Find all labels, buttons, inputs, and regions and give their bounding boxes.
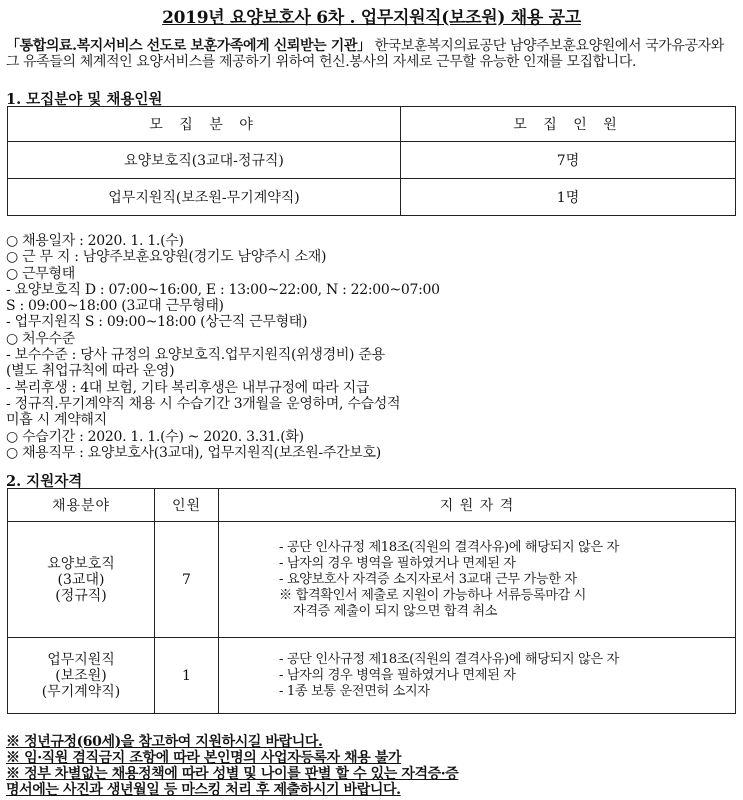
note-line: ※ 정부 차별없는 채용정책에 따라 성별 및 나이를 판별 할 수 있는 자격증·증 [6, 766, 459, 782]
notes-block [6, 734, 741, 798]
table-row [8, 179, 736, 216]
employment-info [6, 233, 736, 461]
field-line: (3교대) [57, 571, 105, 588]
table-header: 지 원 자 격 [219, 489, 736, 522]
info-line: ○ 근 무 지 : 남양주보훈요양원(경기도 남양주시 소재) [6, 249, 327, 266]
table-cell: 요양보호직(3교대-정규직) [8, 142, 401, 179]
field-line: 요양보호직 [47, 555, 115, 572]
recruitment-table [7, 106, 736, 216]
requirement-line: ※ 합격확인서 제출로 지원이 가능하나 서류등록마감 시 [279, 587, 586, 603]
table-cell: 7명 [401, 142, 736, 179]
table-row [8, 522, 736, 638]
intro-paragraph [6, 38, 736, 70]
info-line: ○ 수습기간 : 2020. 1. 1.(수) ~ 2020. 3.31.(화) [6, 428, 304, 445]
info-line: - 복리후생 : 4대 보험, 기타 복리후생은 내부규정에 따라 지급 [6, 379, 370, 396]
field-line: (무기계약직) [41, 683, 121, 700]
table-header-row [8, 489, 736, 522]
intro-text: 한국보훈복지의료공단 남양주보훈요양원에서 국가유공자와 그 유족들의 체계적인 요양서비스를 제공하기 위하여 헌신.봉사의 자세로 근무할 유능한 인재를 모집합니다. [6, 38, 724, 70]
info-line: S : 09:00~18:00 (3교대 근무형태) [6, 298, 224, 315]
info-line: ○ 근무형태 [6, 265, 75, 282]
table-row [8, 142, 736, 179]
requirement-line: - 남자의 경우 병역을 필하였거나 면제된 자 [279, 555, 516, 571]
note-line: ※ 정년규정(60세)을 참고하여 지원하시길 바랍니다. [6, 734, 323, 750]
table-cell: 업무지원직(보조원-무기계약직) [8, 179, 401, 216]
note-line: ※ 임·직원 겸직금지 조항에 따라 본인명의 사업자등록자 채용 불가 [6, 750, 402, 766]
info-line: ○ 채용일자 : 2020. 1. 1.(수) [6, 233, 184, 249]
table-header: 모 집 분 야 [8, 107, 401, 142]
requirement-line: 자격증 제출이 되지 않으면 합격 취소 [293, 603, 498, 619]
info-line: - 업무지원직 S : 09:00~18:00 (상근직 근무형태) [6, 314, 308, 331]
requirements-cell [219, 638, 736, 714]
requirement-line: - 공단 인사규정 제18조(직원의 결격사유)에 해당되지 않은 자 [279, 651, 619, 667]
field-cell [8, 638, 155, 714]
info-line: - 정규직.무기계약직 채용 시 수습기간 3개월을 운영하며, 수습성적 [6, 395, 401, 412]
table-cell: 1명 [401, 179, 736, 216]
table-header: 채용분야 [8, 489, 155, 522]
note-line: 명서에는 사진과 생년월일 등 마스킹 처리 후 제출하시기 바랍니다. [6, 782, 401, 798]
info-line: (별도 취업규칙에 따라 운영) [6, 363, 175, 380]
info-line: 미흡 시 계약해지 [6, 412, 107, 429]
requirements-cell [219, 522, 736, 638]
info-line: - 요양보호직 D : 07:00~16:00, E : 13:00~22:00, N : 22:00~07:00 [6, 281, 440, 298]
qualifications-table [7, 488, 736, 714]
info-line: ○ 처우수준 [6, 330, 75, 347]
count-cell: 7 [155, 522, 219, 638]
table-header: 모 집 인 원 [401, 107, 736, 142]
intro-slogan: 「통합의료.복지서비스 선도로 보훈가족에게 신뢰받는 기관」 [6, 38, 371, 54]
page-title: 2019년 요양보호사 6차 . 업무지원직(보조원) 채용 공고 [162, 8, 581, 28]
requirement-line: - 남자의 경우 병역을 필하였거나 면제된 자 [279, 667, 516, 683]
requirement-line: - 공단 인사규정 제18조(직원의 결격사유)에 해당되지 않은 자 [279, 539, 619, 555]
requirement-line: - 1종 보통 운전면허 소지자 [279, 683, 430, 699]
info-line: ○ 채용직무 : 요양보호사(3교대), 업무지원직(보조원-주간보호) [6, 444, 381, 461]
table-row [8, 638, 736, 714]
requirement-line: - 요양보호사 자격증 소지자로서 3교대 근무 가능한 자 [279, 571, 577, 587]
count-cell: 1 [155, 638, 219, 714]
info-line: - 보수수준 : 당사 규정의 요양보호직.업무지원직(위생경비) 준용 [6, 347, 385, 364]
section-heading-qualifications: 2. 지원자격 [6, 473, 83, 490]
field-cell [8, 522, 155, 638]
table-header-row [8, 107, 736, 142]
field-line: (정규직) [55, 587, 107, 604]
field-line: 업무지원직 [47, 651, 115, 668]
field-line: (보조원) [55, 667, 107, 684]
section-heading-recruitment: 1. 모집분야 및 채용인원 [6, 91, 163, 108]
table-header: 인원 [155, 489, 219, 522]
